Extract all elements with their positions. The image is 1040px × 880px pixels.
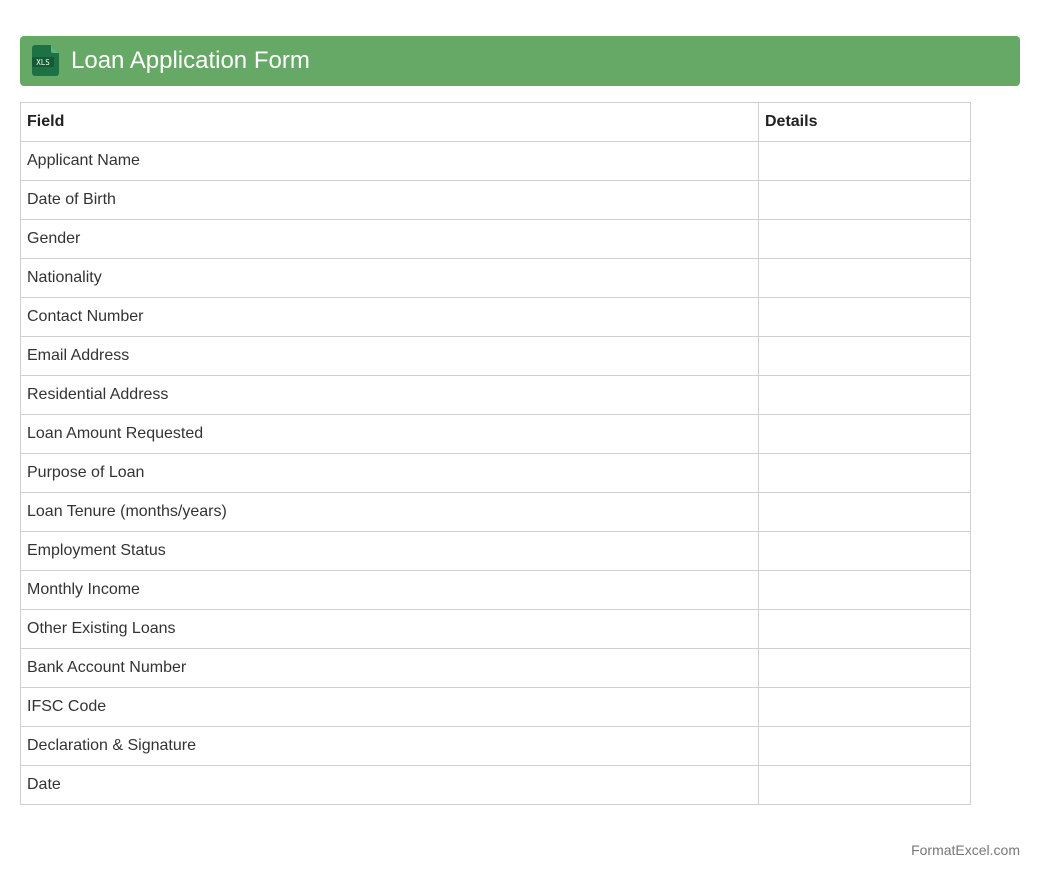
column-header-details: Details [759,103,971,142]
table-row [21,532,971,571]
table-row [21,610,971,649]
page-title: Loan Application Form [71,47,310,74]
details-cell[interactable] [759,181,971,220]
field-label: Date [21,766,759,805]
table-row [21,220,971,259]
field-label: Other Existing Loans [21,610,759,649]
loan-form-table [20,102,971,805]
field-label: Loan Tenure (months/years) [21,493,759,532]
xls-icon-label: XLS [36,58,50,67]
field-label: Gender [21,220,759,259]
details-cell[interactable] [759,220,971,259]
details-cell[interactable] [759,727,971,766]
field-label: Contact Number [21,298,759,337]
details-cell[interactable] [759,766,971,805]
field-label: Declaration & Signature [21,727,759,766]
details-cell[interactable] [759,298,971,337]
details-cell[interactable] [759,571,971,610]
field-label: Applicant Name [21,142,759,181]
field-label: Email Address [21,337,759,376]
column-header-field: Field [21,103,759,142]
table-row [21,571,971,610]
field-label: Purpose of Loan [21,454,759,493]
details-cell[interactable] [759,532,971,571]
table-row [21,376,971,415]
page-header [20,36,1020,86]
table-header-row [21,103,971,142]
field-label: Loan Amount Requested [21,415,759,454]
details-cell[interactable] [759,376,971,415]
field-label: Employment Status [21,532,759,571]
details-cell[interactable] [759,259,971,298]
field-label: Residential Address [21,376,759,415]
details-cell[interactable] [759,688,971,727]
xls-file-icon [31,45,59,76]
details-cell[interactable] [759,454,971,493]
table-row [21,415,971,454]
table-row [21,766,971,805]
table-row [21,259,971,298]
table-row [21,337,971,376]
table-row [21,298,971,337]
field-label: Date of Birth [21,181,759,220]
table-row [21,727,971,766]
field-label: Monthly Income [21,571,759,610]
table-row [21,454,971,493]
table-row [21,142,971,181]
details-cell[interactable] [759,142,971,181]
table-row [21,493,971,532]
field-label: Bank Account Number [21,649,759,688]
table-row [21,688,971,727]
details-cell[interactable] [759,493,971,532]
footer-brand: FormatExcel.com [911,842,1020,858]
details-cell[interactable] [759,415,971,454]
details-cell[interactable] [759,337,971,376]
table-row [21,649,971,688]
table-row [21,181,971,220]
field-label: Nationality [21,259,759,298]
details-cell[interactable] [759,649,971,688]
field-label: IFSC Code [21,688,759,727]
details-cell[interactable] [759,610,971,649]
table-body [21,142,971,805]
